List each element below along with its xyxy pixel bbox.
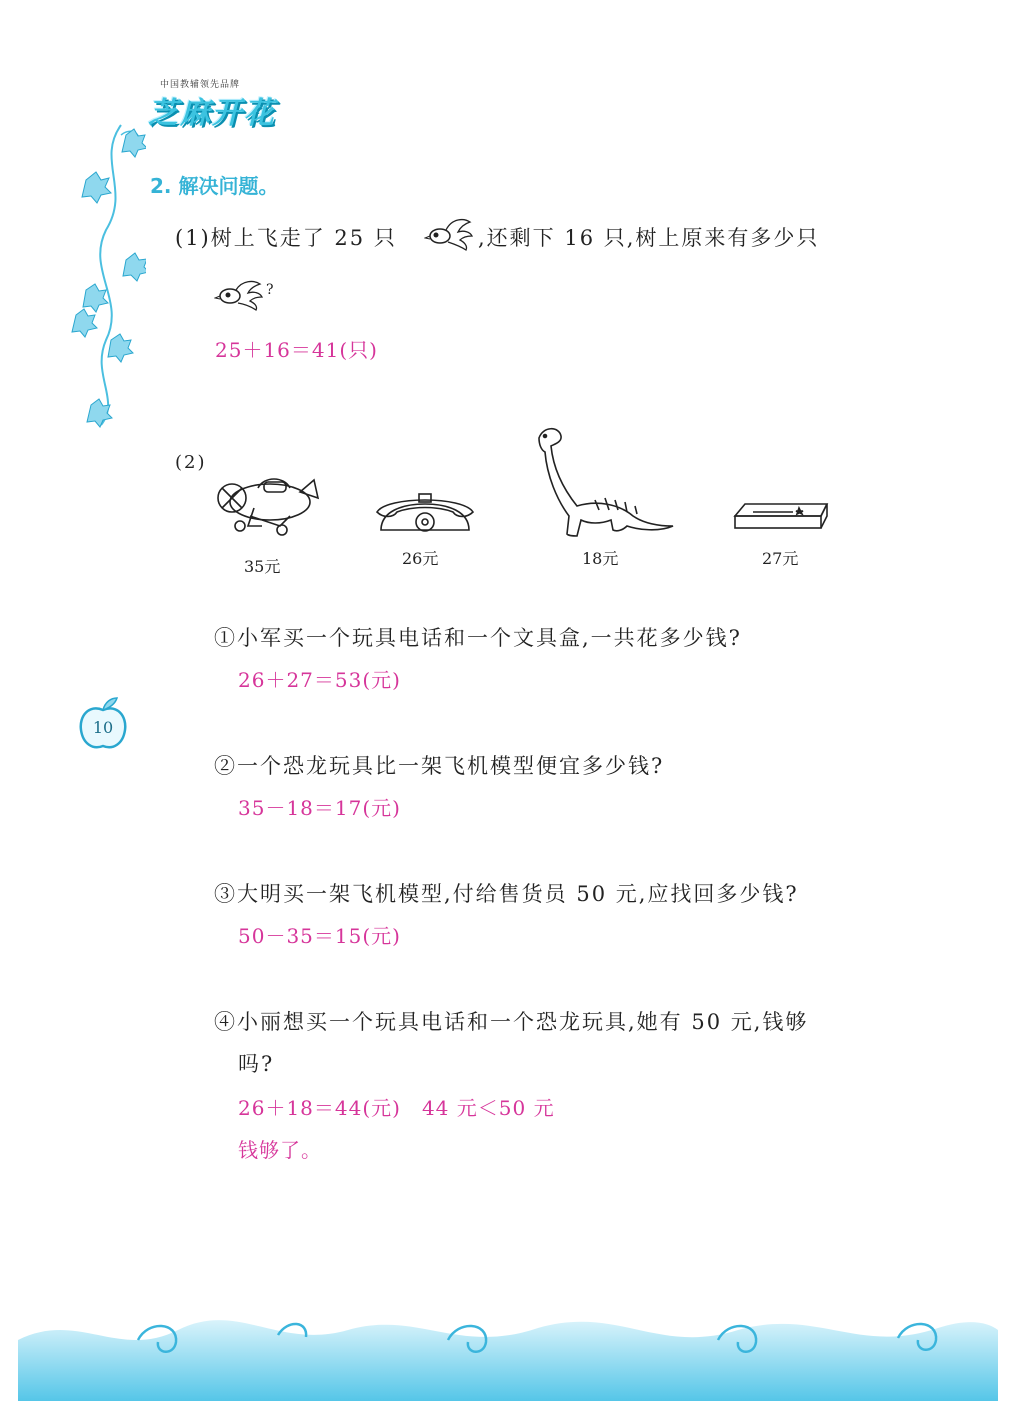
price-airplane: 35元 <box>244 557 281 576</box>
page-number: 10 <box>92 718 114 737</box>
price-pencil-box: 27元 <box>762 549 799 568</box>
sub1-question: ①小军买一个玩具电话和一个文具盒,一共花多少钱? <box>214 626 742 650</box>
logo-subtitle: 中国教辅领先品牌 <box>160 80 241 90</box>
section-title: 2. 解决问题。 <box>150 174 279 198</box>
page-number-badge <box>78 694 128 750</box>
sub4-question-cont: 吗? <box>238 1052 275 1076</box>
bird-small-icon <box>214 278 266 314</box>
logo-title: 芝麻开花 <box>148 96 276 131</box>
sub4-answer: 26＋18＝44(元) 44 元＜50 元 <box>238 1096 555 1120</box>
sub2-question: ②一个恐龙玩具比一架飞机模型便宜多少钱? <box>214 754 665 778</box>
wave-decoration-icon <box>18 1300 998 1401</box>
telephone-icon <box>375 490 475 536</box>
vine-decoration-icon <box>66 120 146 430</box>
dinosaur-icon <box>525 424 680 539</box>
q1-answer: 25＋16＝41(只) <box>215 338 378 362</box>
sub4-answer-conclusion: 钱够了。 <box>238 1138 322 1162</box>
q1-line1: (1)树上飞走了 25 只 <box>175 226 397 250</box>
q2-label: (2) <box>175 452 207 473</box>
airplane-icon <box>210 460 320 540</box>
bird-icon <box>424 216 476 256</box>
price-telephone: 26元 <box>402 549 439 568</box>
q1-line1b: ,还剩下 16 只,树上原来有多少只 <box>478 226 820 250</box>
sub3-answer: 50－35＝15(元) <box>238 924 401 948</box>
q1-line2: ? <box>266 282 276 298</box>
sub4-question: ④小丽想买一个玩具电话和一个恐龙玩具,她有 50 元,钱够 <box>214 1010 809 1034</box>
sub2-answer: 35－18＝17(元) <box>238 796 401 820</box>
sub3-question: ③大明买一架飞机模型,付给售货员 50 元,应找回多少钱? <box>214 882 799 906</box>
pencil-box-icon <box>733 500 829 532</box>
price-dinosaur: 18元 <box>582 549 619 568</box>
sub1-answer: 26＋27＝53(元) <box>238 668 401 692</box>
